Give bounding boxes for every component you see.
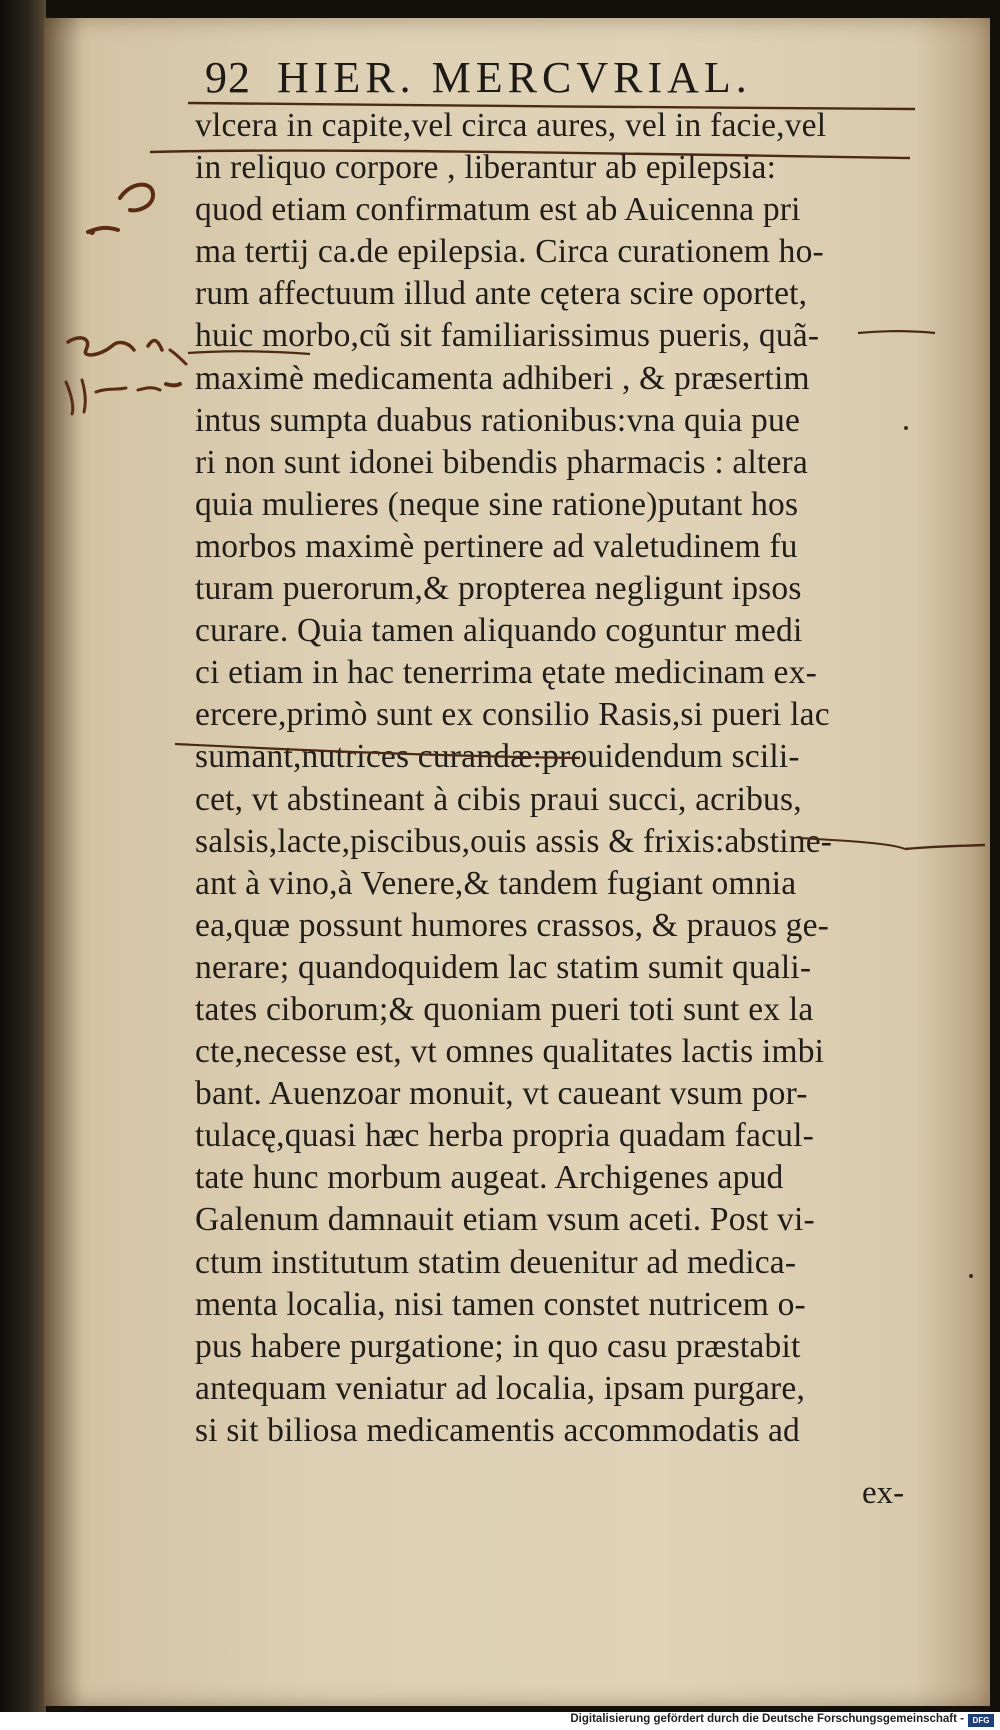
text-line: cet, vt abstineant à cibis praui succi, acribus, — [195, 780, 802, 818]
footer-credit: Digitalisierung gefördert durch die Deutsche Forschungsgemeinschaft - — [570, 1713, 964, 1725]
text-line: intus sumpta duabus rationibus:vna quia pue — [195, 401, 801, 439]
text-line: ri non sunt idonei bibendis pharmacis : altera — [195, 443, 808, 481]
text-line: ctum institutum statim deuenitur ad medica- — [195, 1243, 797, 1281]
catchword: ex- — [862, 1475, 905, 1511]
text-line: tate hunc morbum augeat. Archigenes apud — [195, 1159, 784, 1197]
text-line: nerare; quandoquidem lac statim sumit quali- — [195, 948, 812, 986]
text-line: si sit biliosa medicamentis accommodatis ad — [195, 1411, 800, 1449]
text-line: salsis,lacte,piscibus,ouis assis & frixis:abstine- — [195, 822, 833, 860]
text-line: tates ciborum;& quoniam pueri toti sunt ex la — [195, 990, 814, 1028]
text-line: Galenum damnauit etiam vsum aceti. Post vi- — [195, 1201, 815, 1239]
text-line: ercere,primò sunt ex consilio Rasis,si pueri lac — [195, 696, 830, 734]
text-line: ea,quæ possunt humores crassos, & prauos ge- — [195, 906, 830, 944]
body-text — [195, 105, 937, 1452]
text-line: maximè medicamenta adhiberi , & præsertim — [195, 359, 810, 397]
text-line: ant à vino,à Venere,& tandem fugiant omnia — [195, 864, 797, 902]
text-line: curare. Quia tamen aliquando coguntur medi — [195, 612, 803, 650]
text-line: vlcera in capite,vel circa aures, vel in facie,vel — [195, 107, 827, 144]
text-line: sumant,nutrices curandæ:prouidendum scili- — [195, 738, 800, 776]
running-head-title: HIER. MERCVRIAL. — [277, 53, 752, 102]
text-line: quod etiam confirmatum est ab Auicenna pri — [195, 191, 801, 229]
text-line: morbos maximè pertinere ad valetudinem fu — [195, 527, 798, 565]
text-line: bant. Auenzoar monuit, vt caueant vsum por- — [195, 1075, 808, 1113]
text-line: quia mulieres (neque sine ratione)putant hos — [195, 485, 799, 523]
paper-speck — [969, 1274, 973, 1278]
text-line: turam puerorum,& propterea negligunt ipsos — [195, 570, 802, 608]
digitization-footer — [0, 1712, 1000, 1730]
running-head — [205, 52, 865, 108]
text-line: antequam veniatur ad localia, ipsam purgare, — [195, 1369, 806, 1407]
page-number: 92 — [205, 53, 251, 102]
text-line: cte,necesse est, vt omnes qualitates lactis imbi — [195, 1033, 825, 1071]
text-line: rum affectuum illud ante cętera scire oportet, — [195, 275, 808, 313]
text-line: ma tertij ca.de epilepsia. Circa curationem ho- — [195, 233, 824, 271]
dfg-logo: DFG — [968, 1714, 994, 1727]
text-line: huic morbo,cũ sit familiarissimus pueris, quã- — [195, 317, 820, 355]
text-line: in reliquo corpore , liberantur ab epilepsia: — [195, 149, 777, 187]
text-line: tulacę,quasi hæc herba propria quadam facul- — [195, 1117, 814, 1155]
text-line: ci etiam in hac tenerrima ętate medicinam ex- — [195, 654, 817, 692]
text-line: pus habere purgatione; in quo casu præstabit — [195, 1327, 801, 1365]
book-binding-edge — [0, 0, 46, 1730]
text-line: menta localia, nisi tamen constet nutricem o- — [195, 1285, 806, 1323]
